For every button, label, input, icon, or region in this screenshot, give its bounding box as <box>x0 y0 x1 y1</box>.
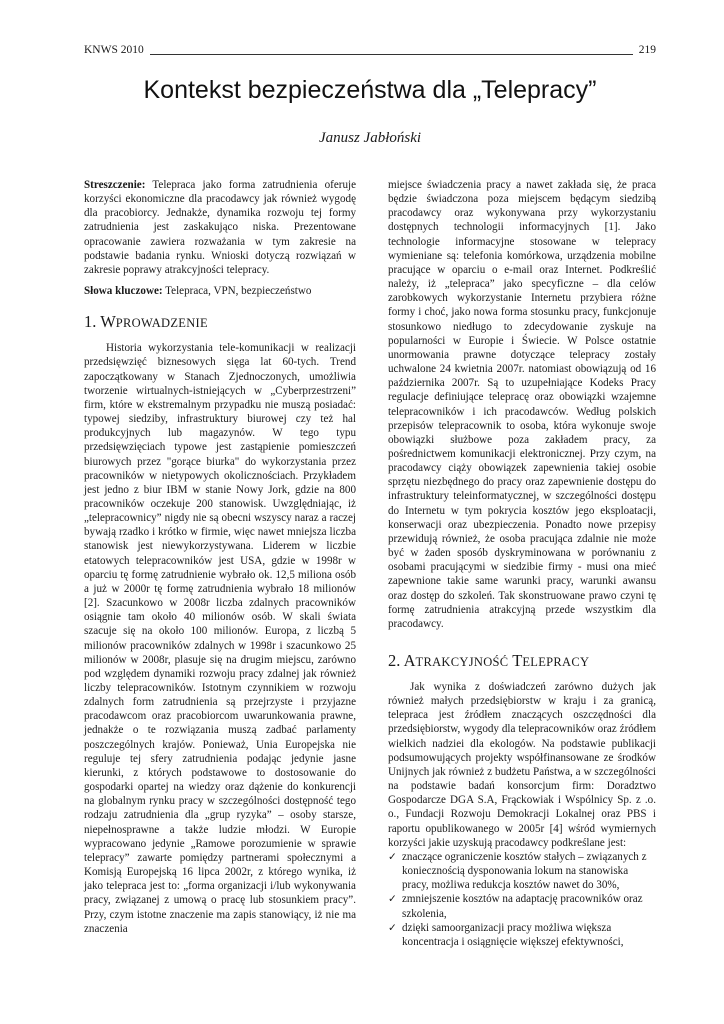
keywords-label: Słowa kluczowe: <box>84 285 163 298</box>
header-rule <box>150 54 633 55</box>
left-column <box>84 178 356 936</box>
paper-title: Kontekst bezpieczeństwa dla „Telepracy” <box>143 76 597 104</box>
abstract-text: Telepraca jako forma zatrudnienia oferuje korzyści ekonomiczne dla pracodawcy jak również wygodę dla pracobiorcy. Jednakże, dynamika rozwoju tej formy zatrudnienia jest zaskakująco niska. Prezentowane opracowanie zawiera rozważania w tym zakresie na podstawie badania rynku. Wnioski dotyczą rozwiązań w zakresie poprawy atrakcyjności telepracy. <box>84 179 356 276</box>
running-header <box>84 42 656 58</box>
section-1-number: 1. <box>84 312 97 332</box>
section-1-heading <box>84 312 356 333</box>
section-2-title-initial-1: A <box>403 651 416 670</box>
abstract <box>84 178 356 277</box>
page-number: 219 <box>638 44 656 56</box>
check-icon: ✓ <box>388 850 397 863</box>
list-item: ✓ dzięki samoorganizacji pracy możliwa większa koncentracja i osiągnięcie większej efektywności, <box>388 921 624 948</box>
section-2-title-initial-2: T <box>512 651 523 670</box>
section-2-title-rest-2: ELEPRACY <box>522 655 590 669</box>
right-column <box>388 178 656 949</box>
section-1-title-initial: W <box>100 312 116 332</box>
keywords-text: Telepraca, VPN, bezpieczeństwo <box>162 285 312 298</box>
section-1-body-right: miejsce świadczenia pracy a nawet zakłada się, że praca będzie świadczona poza miejscem będącym siedzibą pracodawcy oraz wykonywana przy wykorzystaniu dostępnych technologii informacyjnych [1]. Jako technologie informacyjne stosowane w telepracy wymieniane są: telefonia komórkowa, urządzenia mobilne pracujące w oparciu o e-mail oraz Internet. Podkreślić należy, iż „telepraca” jako specyficzne – dla celów zarobkowych wykorzystanie Internetu przybiera różne formy i choć, jako nowa forma stosunku pracy, funkcjonuje stosunkowo niedługo to zdecydowanie zyskuje na popularności w Europie i Świecie. W Polsce ostatnie unormowania prawne dotyczące telepracy zostały uchwalone 24 kwietnia 2007r. natomiast obowiązują od 16 października 2007r. Są to uzupełniające Kodeks Pracy regulacje definiujące telepracę oraz obowiązki wzajemne telepracowników i ich pracodawców. Według polskich przepisów telepracownik to osoba, która wykonuje swoje obowiązki służbowe poza zakładem pracy, za pośrednictwem komunikacji elektronicznej. Przy czym, na pracodawcy ciąży obowiązek zapewnienia takiej osobie sprzętu niezbędnego do pracy oraz zapewnienie dostępu do infrastruktury teleinformatycznej, w szczególności dostępu do Internetu w tym pokrycia kosztów jego eksploatacji, konserwacji oraz ubezpieczenia. Ponadto nowe przepisy przewidują również, że osoba pracująca zdalnie nie może być w żaden sposób dyskryminowana w porównaniu z osobami pracującymi w siedzibie firmy - musi ona mieć zapewnione takie same warunki pracy, warunki awansu oraz dostęp do szkoleń. Tak skonstruowane prawo czyni tę formę zatrudnienia atrakcyjną przede wszystkim dla pracodawcy. <box>388 179 656 630</box>
list-item: ✓ znaczące ograniczenie kosztów stałych – związanych z koniecznością dysponowania lokum na stanowiska pracy, możliwa redukcja kosztów nawet do 30%, <box>388 850 647 892</box>
keywords <box>84 284 356 298</box>
benefits-list <box>388 850 656 949</box>
check-icon: ✓ <box>388 921 397 934</box>
section-2-heading <box>388 651 656 672</box>
abstract-label: Streszczenie: <box>84 179 146 191</box>
author-name: Janusz Jabłoński <box>318 130 422 146</box>
section-1-title-rest: PROWADZENIE <box>115 316 208 331</box>
check-icon: ✓ <box>388 893 397 906</box>
section-2-title-rest-1: TRAKCYJNOŚĆ <box>415 655 509 669</box>
section-2-number: 2. <box>388 651 401 670</box>
conference-name: KNWS 2010 <box>84 44 144 56</box>
section-1-body-left: Historia wykorzystania tele-komunikacji w realizacji przedsięwzięć biznesowych sięga lat 60-tych. Trend zapoczątkowany w Stanach Zjednoczonych, umożliwia tworzenie wirtualnych-istniejących w „Cyberprzestrzeni” firm, które w ekstremalnym przypadku nie muszą posiadać: typowej siedziby, infrastruktury biurowej czy też hal produkcyjnych lub magazynów. W tego typu przedsięwzięciach typowe jest zastąpienie pomieszczeń biurowych przez "gorące biurka" do wykorzystania przez pracowników w nietypowych okolicznościach. Przykładem jest jedno z biur IBM w stanie Nowy Jork, gdzie na 800 pracowników oczekuje 200 stanowisk. Uwzględniając, iż „telepracownicy” nigdy nie są obecni wszyscy naraz a raczej bywają rzadko i krótko w firmie, więc nawet mniejsza liczba stanowisk jest niewykorzystywana. Liderem w liczbie etatowych telepracowników jest USA, gdzie w 1998r w oparciu tę formę zatrudnienie wybrało ok. 12,5 miliona osób a już w 2000r tę formę zatrudnienia wybrało 18 milionów [2]. Szacunkowo w 2008r liczba zdalnych pracowników osiągnie tam około 40 milionów osób. W skali świata szacuje się na około 100 milionów. Europa, z liczbą 5 milionów pracowników zdalnych w 1998r i szacunkowo 25 milionów w 2008r, plasuje się na drugim miejscu, zarówno pod względem dynamiki rozwoju pracy zdalnej jak również liczby telepracowników. Istotnym czynnikiem w rozwoju zdalnych form zatrudnienia są przejrzyste i przyjazne pracodawcom oraz pracobiorcom uwarunkowania prawne, jednakże o te rozwiązania muszą zadbać parlamenty poszczególnych krajów. Ponieważ, Unia Europejska nie reguluje tej sfery zatrudnienia podając jedynie jasne kierunki, z których podstawowe to dostosowanie do gospodarki opartej na wiedzy oraz dążenie do konkurencji na globalnym rynku pracy w szczególności dostępność tego rodzaju zatrudnienia dla „grup ryzyka” – osoby starsze, niepełnosprawne a także ludzie młodzi. W Europie wypracowano jedynie „Ramowe porozumienie w sprawie telepracy” zawarte pomiędzy partnerami społecznymi a Komisją Europejską 16 lipca 2002r, z którego wynika, iż jako telepraca jest to: „forma organizacji i/lub wykonywania pracy, związanej z umową o pracę lub stosunkiem pracy”. Przy, czym istotne znaczenie ma zapis stanowiący, iż nie ma znaczenia <box>84 342 356 935</box>
list-item: ✓ zmniejszenie kosztów na adaptację pracowników oraz szkolenia, <box>388 893 643 920</box>
section-2-body: Jak wynika z doświadczeń zarówno dużych jak również małych przedsiębiorstw w kraju i za granicą, telepraca jest źródłem znaczących oszczędności dla przedsiębiorstw, wygody dla telepracowników oraz źródłem wielkich nadziei dla ekologów. Na podstawie publikacji podsumowujących projekty współfinansowane ze środków Unijnych jak również z budżetu Państwa, a w szczególności na podstawie badań konsorcjum firm: Doradztwo Gospodarcze DGA S.A, Frąckowiak i Wspólnicy Sp. z .o. o., Fundacji Rozwoju Demokracji Lokalnej oraz PBS i raportu opublikowanego w 2005r [4] wśród wymiernych korzyści jakie uzyskują pracodawcy podkreślane jest: <box>388 681 656 849</box>
